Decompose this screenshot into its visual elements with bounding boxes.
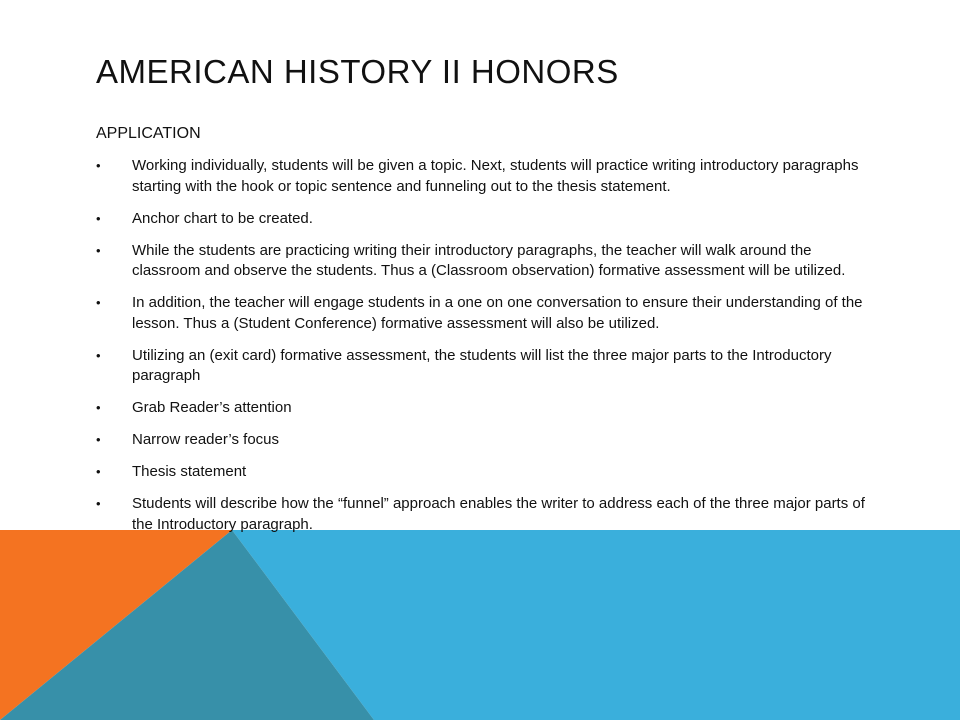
bullet-icon: • [96, 464, 101, 479]
bullet-text: Students will describe how the “funnel” approach enables the writer to address each of the three major parts of the Introductory paragraph. [132, 495, 865, 533]
bullet-icon: • [96, 347, 101, 363]
bullet-icon: • [96, 400, 101, 415]
bullet-list [96, 156, 876, 547]
bullet-item [96, 241, 876, 282]
bullet-item [96, 494, 876, 535]
bullet-icon: • [96, 210, 101, 226]
bullet-item [96, 156, 876, 197]
bullet-text: Anchor chart to be created. [132, 209, 313, 227]
bullet-text: Grab Reader’s attention [132, 399, 292, 416]
bullet-text: Working individually, students will be given a topic. Next, students will practice writing introductory paragraphs starting with the hook or topic sentence and funneling out to the thesis statement. [132, 157, 859, 195]
bullet-item [96, 209, 876, 230]
bullet-text: Narrow reader’s focus [132, 431, 280, 448]
slide-title: AMERICAN HISTORY II HONORS [96, 53, 619, 90]
bullet-item [96, 293, 876, 334]
bullet-icon: • [96, 242, 101, 258]
bullet-item [96, 430, 876, 451]
bullet-item [96, 398, 876, 419]
bullet-icon: • [96, 496, 101, 511]
bullet-icon: • [96, 158, 101, 173]
bullet-text: Utilizing an (exit card) formative assessment, the students will list the three major parts to the Introductory paragraph [132, 346, 832, 384]
bullet-text: Thesis statement [132, 463, 247, 480]
bullet-item [96, 462, 876, 483]
bullet-item [96, 346, 876, 387]
bullet-text: In addition, the teacher will engage students in a one on one conversation to ensure their understanding of the lesson. Thus a (Student Conference) formative assessment will also be utilized. [132, 294, 863, 332]
bullet-text: While the students are practicing writing their introductory paragraphs, the teacher will walk around the classroom and observe the students. Thus a (Classroom observation) formative assessment will be utilized. [132, 241, 846, 279]
section-label: APPLICATION [96, 125, 201, 142]
bullet-icon: • [96, 432, 101, 447]
bullet-icon: • [96, 295, 101, 310]
